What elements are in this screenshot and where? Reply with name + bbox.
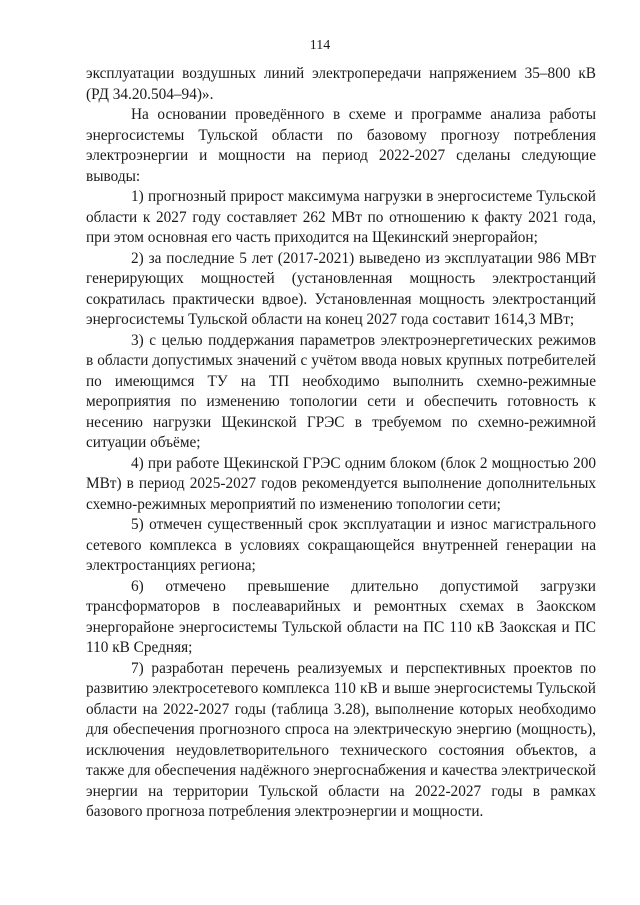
document-body	[86, 64, 596, 823]
paragraph-conclusion-2: 2) за последние 5 лет (2017-2021) выведено из эксплуатации 986 МВт генерирующих мощностей (установленная мощность электростанций сократилась практически вдвое). Установленная мощность электростанций энергосистемы Тульской области на конец 2027 года составит 1614,3 МВт;	[86, 249, 596, 328]
paragraph-conclusion-5: 5) отмечен существенный срок эксплуатации и износ магистрального сетевого комплекса в условиях сокращающейся внутренней генерации на электростанциях региона;	[86, 516, 596, 574]
paragraph-intro: На основании проведённого в схеме и программе анализа работы энергосистемы Тульской области по базовому прогнозу потребления электроэнергии и мощности на период 2022-2027 сделаны следующие выводы:	[86, 106, 596, 185]
paragraph-conclusion-3: 3) с целью поддержания параметров электроэнергетических режимов в области допустимых значений с учётом ввода новых крупных потребителей по имеющимся ТУ на ТП необходимо выполнить схемно-режимные мероприятия по изменению топологии сети и обеспечить готовность к несению нагрузки Щекинской ГРЭС в требуемом по схемно-режимной ситуации объёме;	[86, 331, 596, 451]
paragraph-conclusion-6: 6) отмечено превышение длительно допустимой загрузки трансформаторов в послеаварийных и ремонтных схемах в Заокском энергорайоне энергосистемы Тульской области на ПС 110 кВ Заокская и ПС 110 кВ Средняя;	[86, 577, 596, 656]
paragraph-conclusion-7: 7) разработан перечень реализуемых и перспективных проектов по развитию электросетевого комплекса 110 кВ и выше энергосистемы Тульской области на 2022-2027 годы (таблица 3.28), выполнение которых необходимо для обеспечения прогнозного спроса на электрическую энергию (мощность), исключения неудовлетворительного технического состояния объектов, а также для обеспечения надёжного энергоснабжения и качества электрической энергии на территории Тульской области на 2022-2027 годы в рамках базового прогноза потребления электроэнергии и мощности.	[86, 659, 596, 820]
paragraph-continuation: эксплуатации воздушных линий электропередачи напряжением 35–800 кВ (РД 34.20.504–94)».	[86, 65, 596, 103]
paragraph-conclusion-4: 4) при работе Щекинской ГРЭС одним блоком (блок 2 мощностью 200 МВт) в период 2025-2027 годов рекомендуется выполнение дополнительных схемно-режимных мероприятий по изменению топологии сети;	[86, 454, 596, 513]
page-number: 114	[309, 38, 331, 53]
paragraph-conclusion-1: 1) прогнозный прирост максимума нагрузки в энергосистеме Тульской области к 2027 году составляет 262 МВт по отношению к факту 2021 года, при этом основная его часть приходится на Щекинский энергорайон;	[86, 188, 596, 246]
